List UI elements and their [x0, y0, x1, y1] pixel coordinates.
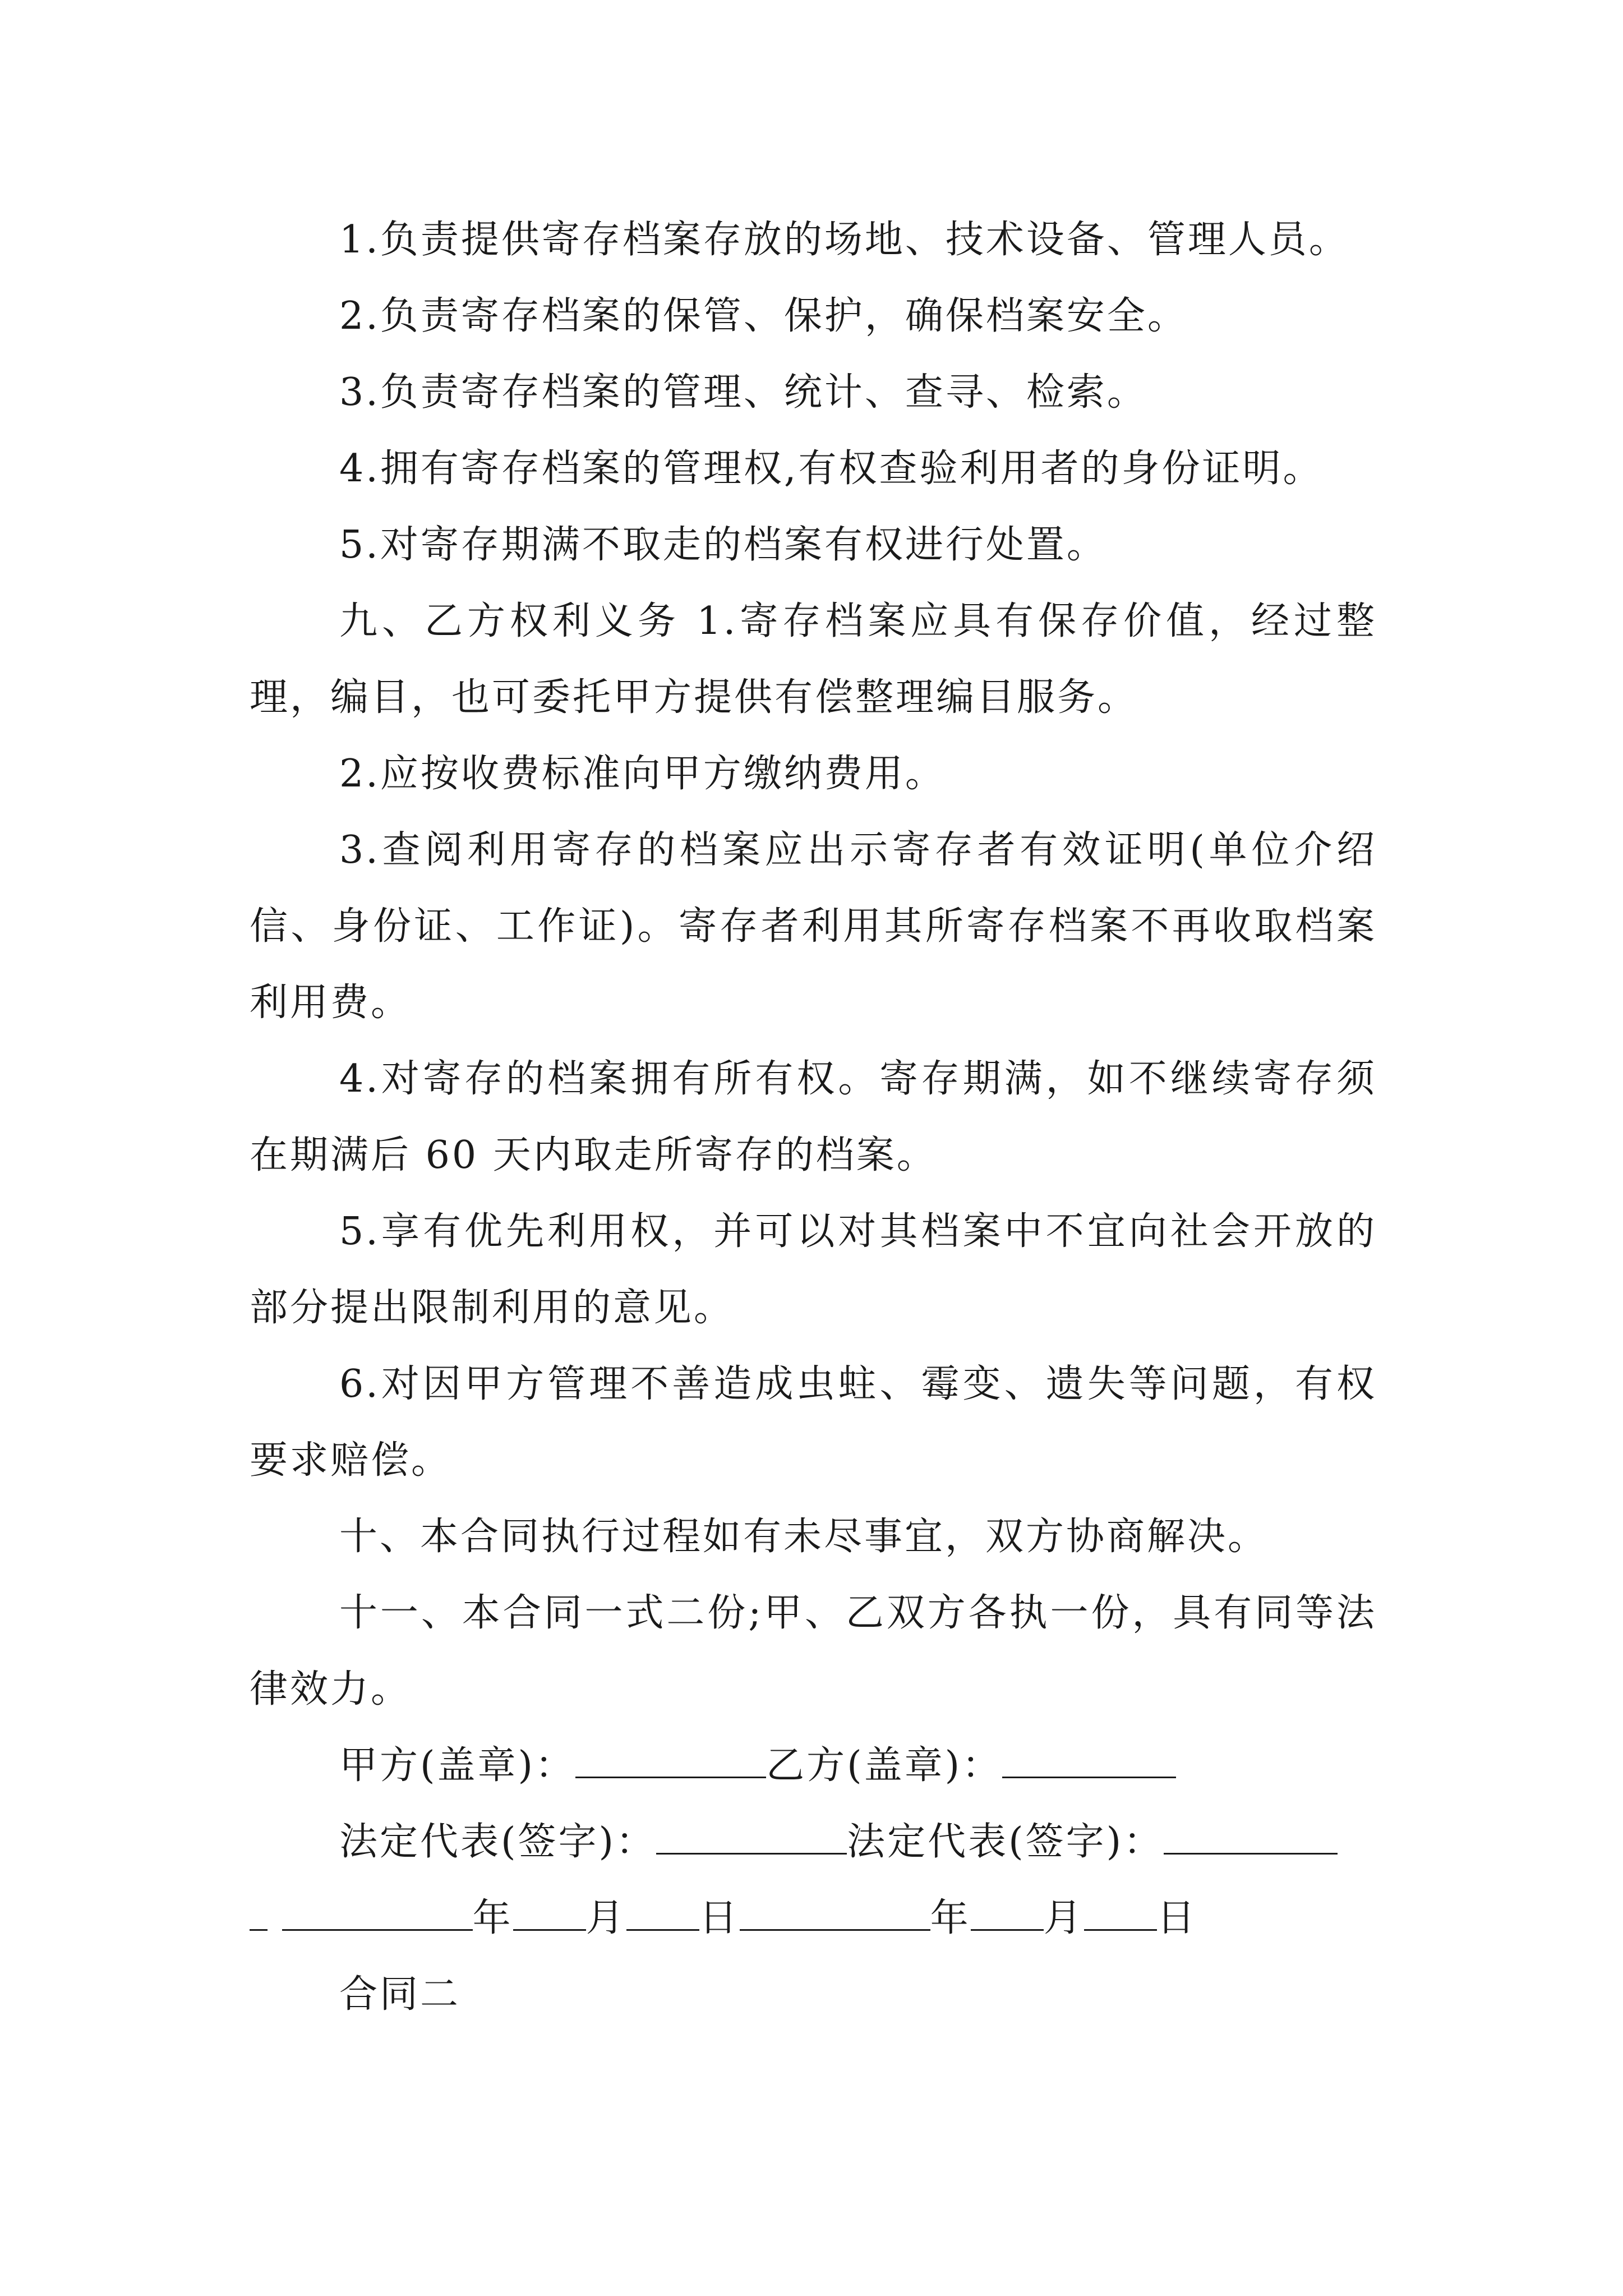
section-9-party-b-rights: 九、乙方权利义务 1.寄存档案应具有保存价值，经过整理，编目，也可委托甲方提供有偿整理编目服务。	[250, 599, 1377, 720]
party-a-seal-label: 甲方(盖章)：	[339, 1743, 576, 1788]
paragraph-a4: 4.拥有寄存档案的管理权,有权查验利用者的身份证明。	[339, 447, 1324, 491]
date-b-day-label: 日	[1156, 1896, 1197, 1940]
date-line	[250, 1880, 1377, 1957]
seal-line	[250, 1728, 1377, 1804]
representative-line	[250, 1804, 1377, 1880]
paragraph-b5: 5.享有优先利用权，并可以对其档案中不宜向社会开放的部分提出限制利用的意见。	[250, 1209, 1377, 1330]
paragraph-a3: 3.负责寄存档案的管理、统计、查寻、检索。	[339, 370, 1147, 415]
date-b-day-blank[interactable]	[1084, 1895, 1157, 1931]
next-contract-heading: 合同二	[339, 1972, 461, 2017]
paragraph-b4: 4.对寄存的档案拥有所有权。寄存期满，如不继续寄存须在期满后 60 天内取走所寄存的档案。	[250, 1057, 1377, 1177]
document-body	[250, 202, 1377, 2033]
rep-a-blank[interactable]	[656, 1819, 847, 1855]
rep-b-blank-overflow[interactable]	[250, 1895, 268, 1931]
party-a-seal-blank[interactable]	[575, 1743, 766, 1778]
paragraph-a2: 2.负责寄存档案的保管、保护，确保档案安全。	[339, 294, 1188, 338]
date-a-day-blank[interactable]	[626, 1895, 699, 1931]
party-b-seal-label: 乙方(盖章)：	[766, 1743, 1003, 1788]
date-b-year-label: 年	[930, 1896, 971, 1940]
rep-b-label: 法定代表(签字)：	[847, 1820, 1164, 1864]
rep-b-blank[interactable]	[1164, 1819, 1338, 1855]
date-a-month-blank[interactable]	[513, 1895, 586, 1931]
date-a-month-label: 月	[585, 1896, 626, 1940]
date-a-year-label: 年	[472, 1896, 513, 1940]
date-a-day-label: 日	[699, 1896, 740, 1940]
paragraph-b3: 3.查阅利用寄存的档案应出示寄存者有效证明(单位介绍信、身份证、工作证)。寄存者利用其所寄存档案不再收取档案利用费。	[250, 828, 1377, 1025]
rep-a-label: 法定代表(签字)：	[339, 1820, 657, 1864]
paragraph-b6: 6.对因甲方管理不善造成虫蛀、霉变、遗失等问题，有权要求赔偿。	[250, 1362, 1377, 1483]
party-b-seal-blank[interactable]	[1002, 1743, 1176, 1778]
paragraph-a1: 1.负责提供寄存档案存放的场地、技术设备、管理人员。	[339, 218, 1349, 262]
paragraph-b2: 2.应按收费标准向甲方缴纳费用。	[339, 752, 946, 796]
date-a-year-blank[interactable]	[282, 1895, 473, 1931]
section-11: 十一、本合同一式二份;甲、乙双方各执一份，具有同等法律效力。	[250, 1591, 1377, 1711]
paragraph-a5: 5.对寄存期满不取走的档案有权进行处置。	[339, 523, 1107, 567]
date-b-year-blank[interactable]	[740, 1895, 930, 1931]
date-b-month-label: 月	[1043, 1896, 1084, 1940]
section-10: 十、本合同执行过程如有未尽事宜，双方协商解决。	[339, 1515, 1269, 1559]
date-b-month-blank[interactable]	[971, 1895, 1044, 1931]
